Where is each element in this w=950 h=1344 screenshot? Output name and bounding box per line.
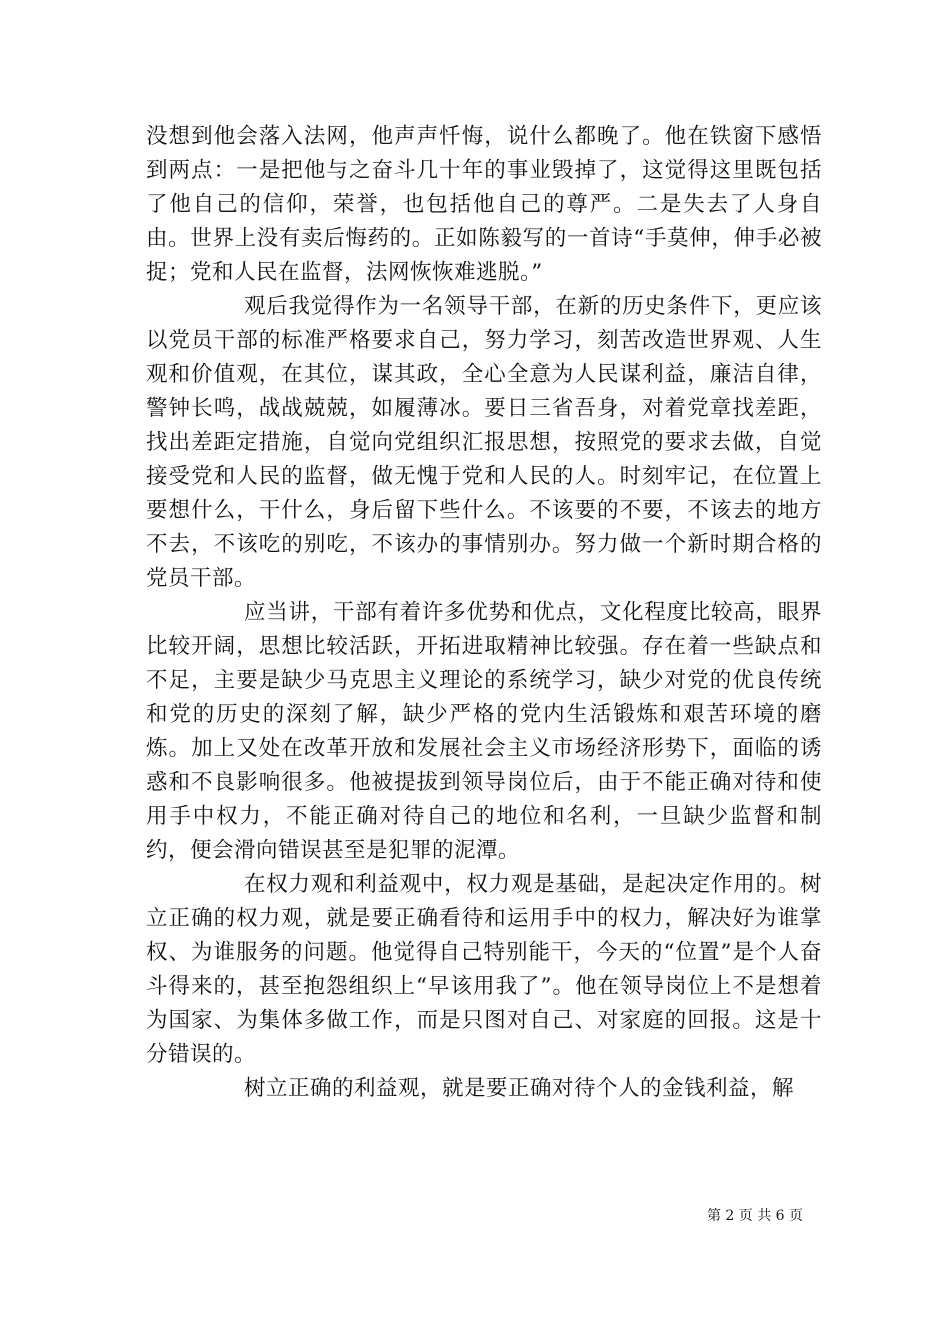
paragraph-reflection: 观后我觉得作为一名领导干部，在新的历史条件下，更应该以党员干部的标准严格要求自己，努力学习，刻苦改造世界观、人生观和价值观，在其位，谋其政，全心全意为人民谋利益，廉洁自律，警钟长鸣，战战兢兢，如履薄冰。要日三省吾身，对着党章找差距，找出差距定措施，自觉向党组织汇报思想，按照党的要求去做，自觉接受党和人民的监督，做无愧于党和人民的人。时刻牢记，在位置上要想什么，干什么，身后留下些什么。不该要的不要，不该去的地方不去，不该吃的别吃，不该办的事情别办。努力做一个新时期合格的党员干部。 — [146, 294, 822, 591]
paragraph-continuation: 没想到他会落入法网，他声声忏悔，说什么都晚了。他在铁窗下感悟到两点：一是把他与之奋斗几十年的事业毁掉了，这觉得这里既包括了他自己的信仰，荣誉，也包括他自己的尊严。二是失去了人身自由。世界上没有卖后悔药的。正如陈毅写的一首诗“手莫伸，伸手必被捉；党和人民在监督，法网恢恢难逃脱。” — [146, 124, 822, 285]
paragraph-power-view: 在权力观和利益观中，权力观是基础，是起决定作用的。树立正确的权力观，就是要正确看待和运用手中的权力，解决好为谁掌权、为谁服务的问题。他觉得自己特别能干，今天的“位置”是个人奋斗得来的，甚至抱怨组织上“早该用我了”。他在领导岗位上不是想着为国家、为集体多做工作，而是只图对自己、对家庭的回报。这是十分错误的。 — [146, 872, 822, 1067]
page-number-footer: 第 2 页 共 6 页 — [706, 1208, 804, 1224]
paragraph-interest-view: 树立正确的利益观，就是要正确对待个人的金钱利益，解 — [244, 1076, 795, 1101]
paragraph-cadre-analysis: 应当讲，干部有着许多优势和优点，文化程度比较高，眼界比较开阔，思想比较活跃，开拓进取精神比较强。存在着一些缺点和不足，主要是缺少马克思主义理论的系统学习，缺少对党的优良传统和党的历史的深刻了解，缺少严格的党内生活锻炼和艰苦环境的磨炼。加上又处在改革开放和发展社会主义市场经济形势下，面临的诱惑和不良影响很多。他被提拔到领导岗位后，由于不能正确对待和使用手中权力，不能正确对待自己的地位和名利，一旦缺少监督和制约，便会滑向错误甚至是犯罪的泥潭。 — [146, 600, 822, 863]
document-body — [146, 120, 822, 1106]
